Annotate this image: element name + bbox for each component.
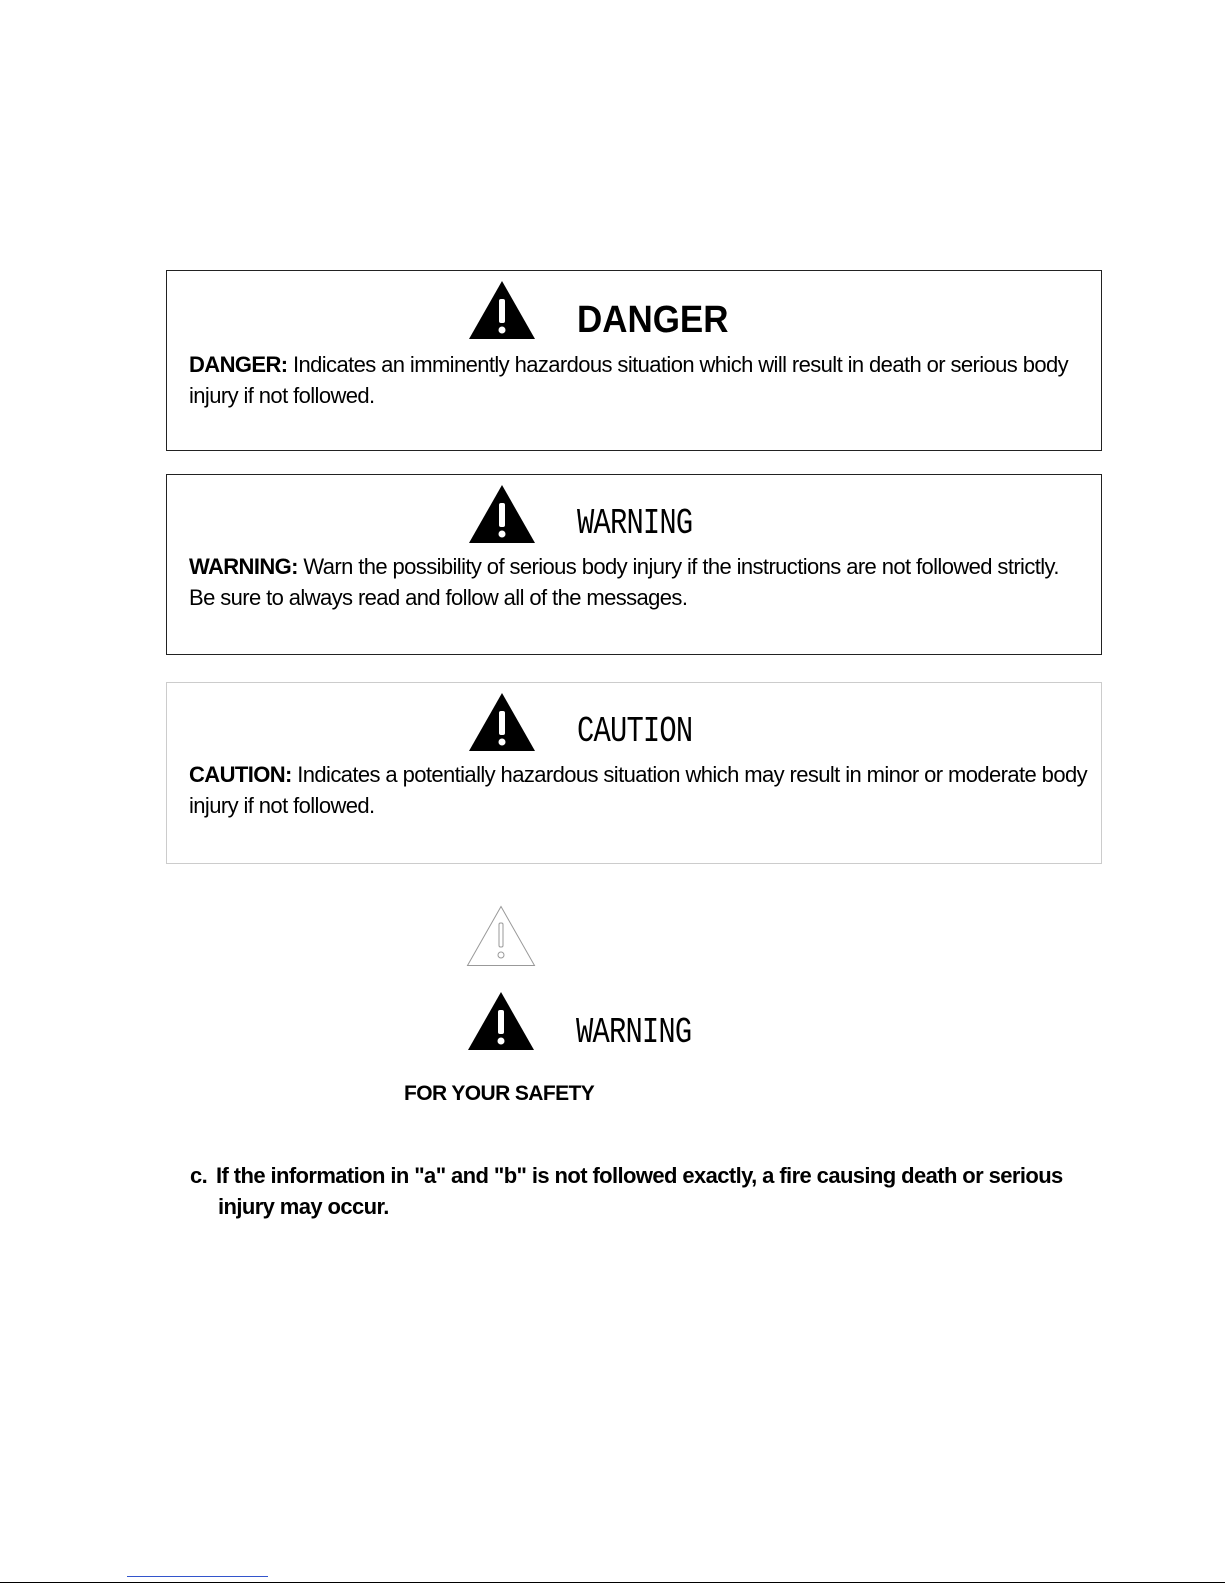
warning-description (189, 551, 1089, 613)
safety-item-line-1: If the information in "a" and "b" is not followed exactly, a fire causing death or serious (216, 1163, 1063, 1188)
danger-notice-box (166, 270, 1102, 451)
safety-heading: FOR YOUR SAFETY (404, 1082, 595, 1105)
danger-notice-header (467, 277, 537, 343)
warning-label: WARNING: (189, 554, 298, 579)
safety-item-text (216, 1160, 1090, 1222)
danger-text: Indicates an imminently hazardous situation which will result in death or serious body injury if not followed. (189, 352, 1069, 408)
footer-link-underline (127, 1576, 268, 1577)
safety-item-line-2: injury may occur. (218, 1194, 389, 1219)
caution-title: CAUTION (577, 711, 693, 752)
caution-description (189, 759, 1089, 821)
warning-triangle-icon (467, 691, 537, 753)
caution-text: Indicates a potentially hazardous situation which may result in minor or moderate body injury if not followed. (189, 762, 1087, 818)
warning-triangle-icon (467, 483, 537, 545)
warning-notice-box (166, 474, 1102, 655)
warning-notice-header (467, 481, 537, 547)
warning-title: WARNING (577, 503, 693, 544)
danger-label: DANGER: (189, 352, 288, 377)
caution-notice-header (467, 689, 537, 755)
danger-description (189, 349, 1089, 411)
footer-divider (0, 1582, 1225, 1583)
safety-warning-title: WARNING (576, 1012, 692, 1053)
danger-title: DANGER (577, 299, 729, 341)
caution-label: CAUTION: (189, 762, 292, 787)
warning-text: Warn the possibility of serious body injury if the instructions are not followed strictly. Be sure to always read and follow all of the messages. (189, 554, 1059, 610)
safety-item (190, 1160, 1090, 1222)
warning-triangle-icon (466, 990, 536, 1052)
safety-item-letter: c. (190, 1163, 208, 1188)
caution-notice-box (166, 682, 1102, 864)
warning-triangle-outline-icon (466, 905, 536, 967)
warning-triangle-icon (467, 279, 537, 341)
